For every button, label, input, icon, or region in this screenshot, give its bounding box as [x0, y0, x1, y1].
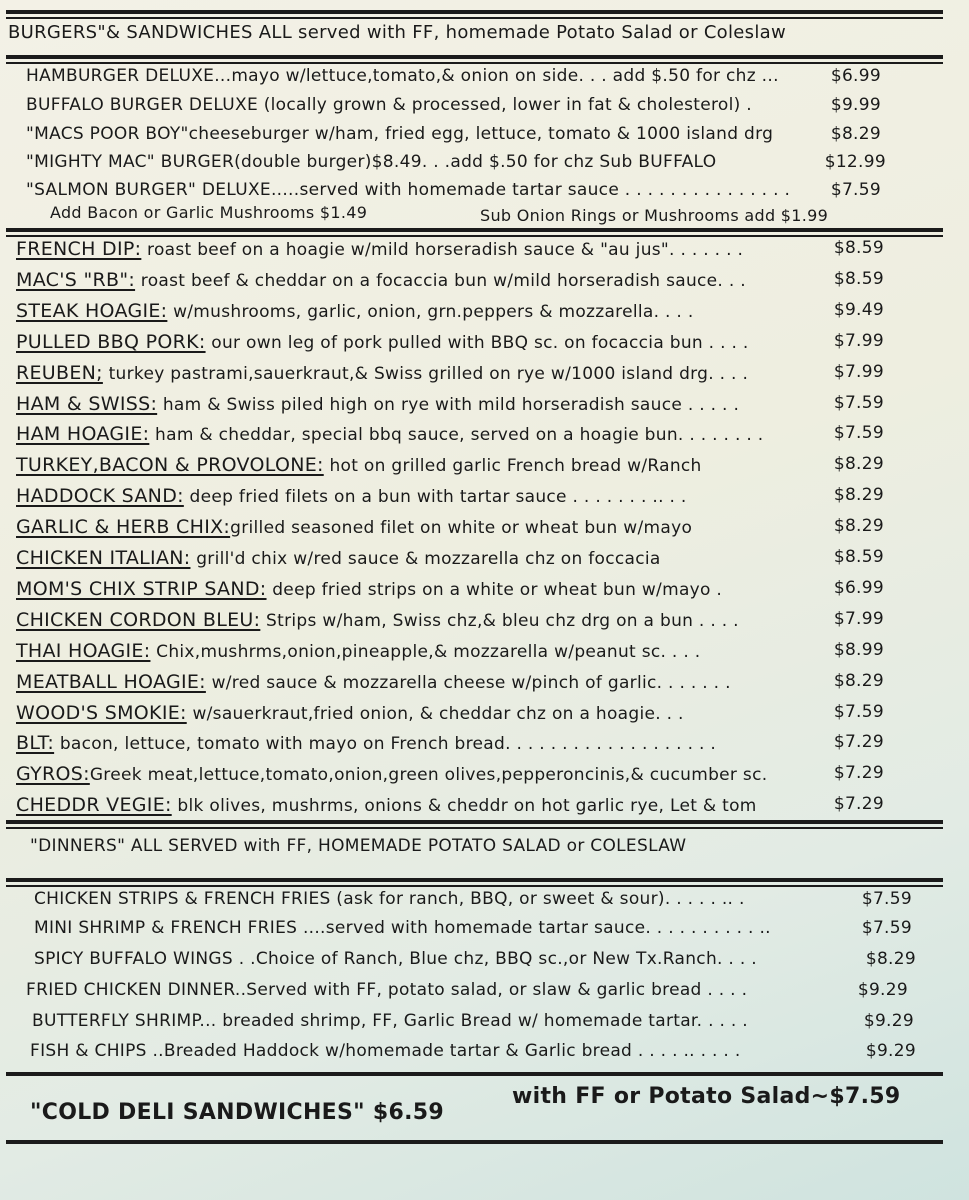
sandwich-description: blk olives, mushrms, onions & cheddr on hot garlic rye, Let & tom — [171, 796, 757, 817]
sandwich-price: $8.59 — [833, 547, 884, 567]
sandwich-name: REUBEN; — [16, 361, 103, 384]
sandwich-item — [16, 269, 884, 297]
sandwich-item-text — [16, 671, 731, 693]
sandwich-item-text — [16, 331, 749, 353]
menu-item — [26, 95, 881, 119]
sandwich-item-text — [16, 640, 700, 662]
sandwich-name: BLT: — [16, 732, 55, 755]
menu-item — [26, 180, 881, 204]
sandwich-item — [16, 362, 884, 390]
sandwich-name: HADDOCK SAND: — [16, 485, 184, 508]
sandwich-price: $8.99 — [833, 639, 884, 660]
sandwich-name: CHICKEN ITALIAN: — [16, 547, 191, 569]
sandwich-description: deep fried filets on a bun with tartar sauce . . . . . . . .. . . — [183, 487, 687, 508]
sandwich-price: $8.29 — [833, 516, 884, 537]
sandwich-item — [16, 640, 884, 668]
sandwich-price: $9.49 — [833, 299, 884, 320]
sandwich-name: WOOD'S SMOKIE: — [16, 701, 187, 724]
sandwich-item-text — [16, 763, 767, 785]
sandwich-name: MAC'S "RB": — [16, 268, 136, 291]
sandwich-item — [16, 393, 884, 421]
sandwich-price: $8.29 — [833, 485, 884, 506]
menu-item-text: SPICY BUFFALO WINGS . .Choice of Ranch, Blue chz, BBQ sc.,or New Tx.Ranch. . . . — [34, 949, 757, 969]
menu-item-price: $9.29 — [863, 1011, 914, 1031]
sandwich-description: our own leg of pork pulled with BBQ sc. on focaccia bun . . . . — [205, 332, 749, 353]
sandwich-price: $7.99 — [833, 361, 884, 382]
divider — [6, 878, 943, 882]
menu-item — [26, 124, 881, 148]
sandwich-price: $6.99 — [833, 577, 884, 598]
sandwich-description: w/red sauce & mozzarella cheese w/pinch of garlic. . . . . . . — [205, 672, 731, 693]
sandwich-description: Greek meat,lettuce,tomato,onion,green olives,pepperoncinis,& cucumber sc. — [89, 765, 768, 786]
sandwich-item — [16, 485, 884, 513]
sandwich-price: $7.29 — [833, 763, 884, 784]
sandwich-name: CHEDDR VEGIE: — [16, 794, 172, 817]
menu-item — [30, 1041, 916, 1065]
sandwich-description: bacon, lettuce, tomato with mayo on French bread. . . . . . . . . . . . . . . . . . . — [54, 734, 717, 755]
sandwich-name: HAM HOAGIE: — [16, 423, 150, 446]
menu-item-text: HAMBURGER DELUXE...mayo w/lettuce,tomato,& onion on side. . . add $.50 for chz ... — [26, 66, 779, 86]
menu-item-text: CHICKEN STRIPS & FRENCH FRIES (ask for ranch, BBQ, or sweet & sour). . . . . .. . — [34, 889, 745, 909]
sandwich-item — [16, 423, 884, 451]
divider — [6, 885, 943, 887]
sandwich-item — [16, 794, 884, 822]
menu-item-text: BUFFALO BURGER DELUXE (locally grown & processed, lower in fat & cholesterol) . — [26, 95, 752, 115]
sandwich-item-text — [16, 300, 694, 322]
sandwich-item-text — [16, 516, 692, 538]
menu-item — [26, 152, 886, 176]
divider — [6, 820, 943, 824]
sandwich-item — [16, 454, 884, 482]
sandwich-price: $7.99 — [833, 330, 884, 351]
sandwich-name: MOM'S CHIX STRIP SAND: — [16, 577, 267, 600]
sandwich-name: PULLED BBQ PORK: — [16, 330, 206, 353]
sandwich-description: hot on grilled garlic French bread w/Ranch — [323, 456, 702, 477]
sandwich-price: $7.59 — [833, 392, 884, 413]
divider — [6, 228, 943, 232]
divider — [6, 1140, 943, 1144]
sandwich-price: $7.99 — [833, 608, 884, 629]
sandwich-item-text — [16, 794, 757, 816]
menu-item-text: BUTTERFLY SHRIMP... breaded shrimp, FF, Garlic Bread w/ homemade tartar. . . . . — [32, 1011, 748, 1031]
sandwich-item — [16, 609, 884, 637]
sandwich-price: $8.59 — [833, 238, 884, 258]
sandwich-description: w/mushrooms, garlic, onion, grn.peppers & mozzarella. . . . — [167, 301, 694, 322]
sandwich-description: Chix,mushrms,onion,pineapple,& mozzarella w/peanut sc. . . . — [150, 641, 701, 662]
menu-item-text: FISH & CHIPS ..Breaded Haddock w/homemade tartar & Garlic bread . . . . .. . . . . — [30, 1041, 741, 1061]
sandwich-price: $7.29 — [833, 732, 884, 753]
sandwich-item — [16, 702, 884, 730]
menu-item-price: $9.99 — [830, 95, 881, 115]
sandwich-name: MEATBALL HOAGIE: — [16, 670, 206, 693]
sandwich-item — [16, 238, 884, 266]
sandwich-item-text — [16, 702, 684, 724]
sandwich-item-text — [16, 578, 722, 600]
sandwich-name: HAM & SWISS: — [16, 392, 158, 415]
sandwich-name: TURKEY,BACON & PROVOLONE: — [16, 454, 324, 477]
sandwich-name: STEAK HOAGIE: — [16, 299, 168, 322]
sandwich-price: $7.59 — [833, 701, 884, 722]
menu-item-price: $6.99 — [830, 66, 881, 86]
divider — [6, 62, 943, 64]
menu-item-price: $7.59 — [861, 889, 912, 909]
menu-item-text: "SALMON BURGER" DELUXE.....served with homemade tartar sauce . . . . . . . . . . . . . . . — [26, 180, 791, 200]
sandwich-item-text — [16, 362, 748, 384]
menu-item-price: $8.29 — [865, 949, 916, 969]
menu-item-price: $8.29 — [830, 124, 881, 144]
divider — [6, 17, 943, 19]
menu-item-price: $7.59 — [830, 180, 881, 200]
sandwich-price: $7.29 — [833, 794, 884, 815]
sandwich-price: $8.59 — [833, 268, 884, 289]
menu-item-text: "MACS POOR BOY"cheeseburger w/ham, fried egg, lettuce, tomato & 1000 island drg — [26, 124, 774, 144]
sandwich-description: deep fried strips on a white or wheat bun w/mayo . — [266, 579, 723, 600]
dinners-section-header: "DINNERS" ALL SERVED with FF, HOMEMADE POTATO SALAD or COLESLAW — [30, 836, 687, 856]
menu-item — [26, 66, 881, 90]
sandwich-item-text — [16, 485, 687, 507]
divider — [6, 235, 943, 237]
menu-item — [34, 918, 912, 942]
sandwich-item-text — [16, 393, 739, 415]
cold-deli-subtitle: with FF or Potato Salad~$7.59 — [512, 1084, 901, 1109]
menu-item-text: MINI SHRIMP & FRENCH FRIES ....served with homemade tartar sauce. . . . . . . . . . .. — [34, 918, 771, 938]
sandwich-name: GARLIC & HERB CHIX: — [16, 516, 231, 539]
divider — [6, 1072, 943, 1076]
sandwich-item — [16, 763, 884, 791]
sandwich-item-text — [16, 454, 702, 476]
sandwich-item-text — [16, 609, 739, 631]
sandwich-description: ham & cheddar, special bbq sauce, served on a hoagie bun. . . . . . . . — [149, 425, 764, 446]
cold-deli-title: "COLD DELI SANDWICHES" $6.59 — [30, 1100, 444, 1125]
sandwich-item-text — [16, 238, 743, 260]
menu-item — [34, 889, 912, 913]
menu-item — [26, 980, 908, 1004]
sandwich-name: THAI HOAGIE: — [16, 639, 151, 662]
addon-note-left: Add Bacon or Garlic Mushrooms $1.49 — [50, 203, 368, 222]
sandwich-price: $8.29 — [833, 454, 884, 475]
sandwich-item — [16, 300, 884, 328]
sandwich-item — [16, 578, 884, 606]
sandwich-description: Strips w/ham, Swiss chz,& bleu chz drg on a bun . . . . — [260, 610, 739, 631]
sandwich-item-text — [16, 269, 746, 291]
addon-note-right: Sub Onion Rings or Mushrooms add $1.99 — [480, 206, 829, 225]
sandwich-description: turkey pastrami,sauerkraut,& Swiss grilled on rye w/1000 island drg. . . . — [102, 363, 749, 384]
menu-item — [34, 949, 916, 973]
sandwich-item-text — [16, 732, 716, 754]
sandwich-price: $7.59 — [833, 423, 884, 444]
sandwich-item — [16, 331, 884, 359]
sandwich-item — [16, 516, 884, 544]
sandwich-description: grilled seasoned filet on white or wheat bun w/mayo — [230, 518, 693, 539]
sandwich-price: $8.29 — [833, 670, 884, 691]
menu-item-price: $9.29 — [865, 1041, 916, 1061]
sandwich-name: GYROS: — [16, 763, 90, 786]
sandwich-item-text — [16, 423, 763, 445]
burgers-section-header: BURGERS"& SANDWICHES ALL served with FF, homemade Potato Salad or Coleslaw — [8, 22, 787, 43]
menu-item-text: "MIGHTY MAC" BURGER(double burger)$8.49. . .add $.50 for chz Sub BUFFALO — [26, 152, 717, 172]
sandwich-description: roast beef on a hoagie w/mild horseradish sauce & "au jus". . . . . . . — [141, 240, 744, 260]
menu-item-price: $7.59 — [861, 918, 912, 938]
divider — [6, 55, 943, 59]
menu-item-price: $9.29 — [857, 980, 908, 1000]
sandwich-item-text — [16, 547, 661, 569]
menu-item — [32, 1011, 914, 1035]
sandwich-description: grill'd chix w/red sauce & mozzarella chz on foccacia — [190, 549, 661, 569]
sandwich-description: roast beef & cheddar on a focaccia bun w/mild horseradish sauce. . . — [135, 270, 746, 291]
sandwich-item — [16, 732, 884, 760]
divider — [6, 10, 943, 14]
divider — [6, 827, 943, 829]
menu-item-text: FRIED CHICKEN DINNER..Served with FF, potato salad, or slaw & garlic bread . . . . — [26, 980, 748, 1000]
sandwich-description: w/sauerkraut,fried onion, & cheddar chz on a hoagie. . . — [186, 703, 684, 724]
sandwich-item — [16, 547, 884, 575]
menu-item-price: $12.99 — [824, 152, 886, 172]
sandwich-name: CHICKEN CORDON BLEU: — [16, 608, 261, 631]
sandwich-item — [16, 671, 884, 699]
sandwich-description: ham & Swiss piled high on rye with mild horseradish sauce . . . . . — [157, 394, 740, 415]
sandwich-name: FRENCH DIP: — [16, 238, 142, 260]
